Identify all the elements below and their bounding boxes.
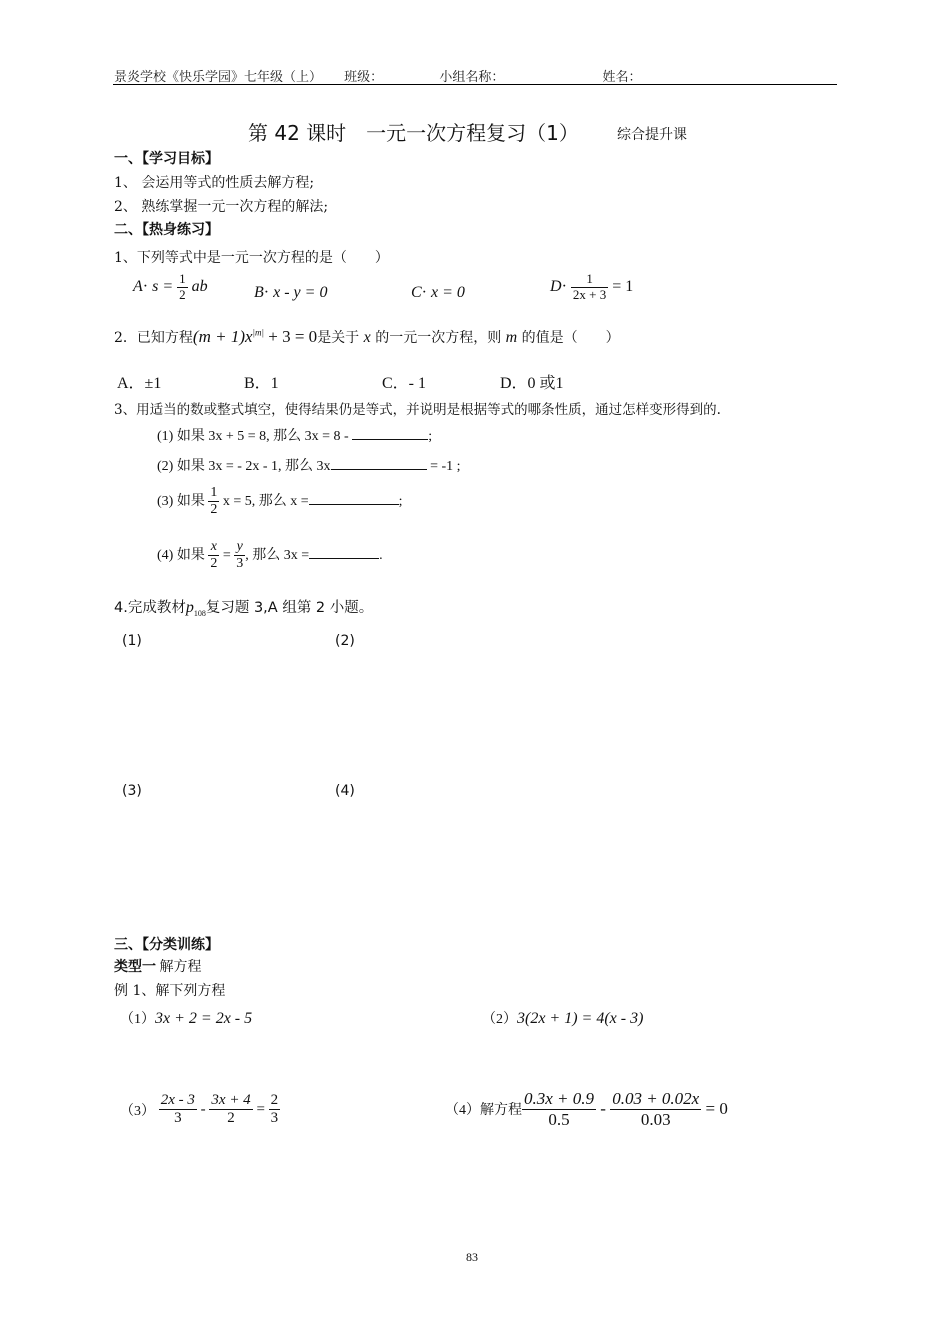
q2-option-a: A．±1 [117,375,162,392]
q3-blank-4[interactable] [309,546,379,559]
lesson-subtitle: 综合提升课 [617,127,687,143]
q4-label-3: (3) [122,783,142,799]
q3-blank-3[interactable] [309,492,399,505]
goal-item-1: 1、 会运用等式的性质去解方程; [114,175,315,191]
q3-sub-1: (1) 如果 3x + 5 = 8, 那么 3x = 8 - ; [157,429,433,444]
q1-stem: 1、下列等式中是一元一次方程的是（ ） [114,250,389,266]
type-one-label: 类型一 解方程 [114,959,202,975]
q3-sub-3: (3) 如果 $\frac{1}{2}$ x = 5, 那么 x = ; [157,485,403,518]
section3-heading: 三、【分类训练】 [114,937,219,953]
group-label: 小组名称： [439,70,505,85]
q3-blank-2[interactable] [331,457,427,470]
equation-4: （4）解方程 $\frac{0.3x + 0.9}{0.5}$ - $\frac{0.03 + 0.02x}{0.03}$ = 0 [445,1089,728,1129]
q2-option-c: C．- 1 [382,375,427,392]
q3-sub-2: (2) 如果 3x = - 2x - 1, 那么 3x = -1 ; [157,459,461,474]
equation-2: （2）3(2x + 1) = 4(x - 3) [482,1010,644,1027]
q1-option-d: D· $\frac{1}{2x + 3}$ = 1 [550,271,634,302]
name-label: 姓名： [602,70,642,85]
page-header [114,66,641,85]
q2-option-d: D．0 或1 [500,375,564,392]
q1-option-b: B· x - y = 0 [254,284,328,301]
q1-option-a: A· s = $\frac{1}{2}$ ab [133,271,208,302]
example-1-title: 例 1、解下列方程 [114,983,226,999]
q2-equation: $(m + 1)x^{|m|} + 3 = 0$ [192,327,318,346]
equation-1: （1）3x + 2 = 2x - 5 [120,1010,253,1027]
q3-sub-4: (4) 如果 $\frac{x}{2}$ = $\frac{y}{3}$ , 那么 3x = . [157,539,383,572]
section1-heading: 一、【学习目标】 [114,151,219,167]
q4-label-4: (4) [335,783,355,799]
header-divider [113,84,837,85]
class-label: 班级： [344,70,384,85]
school-title: 景炎学校《快乐学园》七年级（上） [114,70,323,85]
goal-item-2: 2、 熟练掌握一元一次方程的解法; [114,199,329,215]
q4-label-1: (1) [122,633,142,649]
equation-3: （3） $\frac{2x - 3}{3}$ - $\frac{3x + 4}{2}$ = $\frac{2}{3}$ [120,1092,279,1127]
q1-option-c: C· x = 0 [411,284,465,301]
q3-stem: 3、用适当的数或整式填空，使得结果仍是等式，并说明是根据等式的哪条性质，通过怎样变形得到的. [114,402,721,418]
q4-stem: 4.完成教材$p_{108}$复习题 3,A 组第 2 小题。 [114,599,374,618]
q4-label-2: (2) [335,633,355,649]
q2-option-b: B．1 [244,375,279,392]
lesson-title: 第 42 课时 一元一次方程复习（1） [248,121,579,145]
page-number: 83 [466,1250,478,1264]
q3-blank-1[interactable] [352,427,428,440]
q2-stem: 2．已知方程$(m + 1)x^{|m|} + 3 = 0$是关于 x 的一元一次方程，则 m 的值是（ ） [114,327,620,346]
section2-heading: 二、【热身练习】 [114,222,219,238]
